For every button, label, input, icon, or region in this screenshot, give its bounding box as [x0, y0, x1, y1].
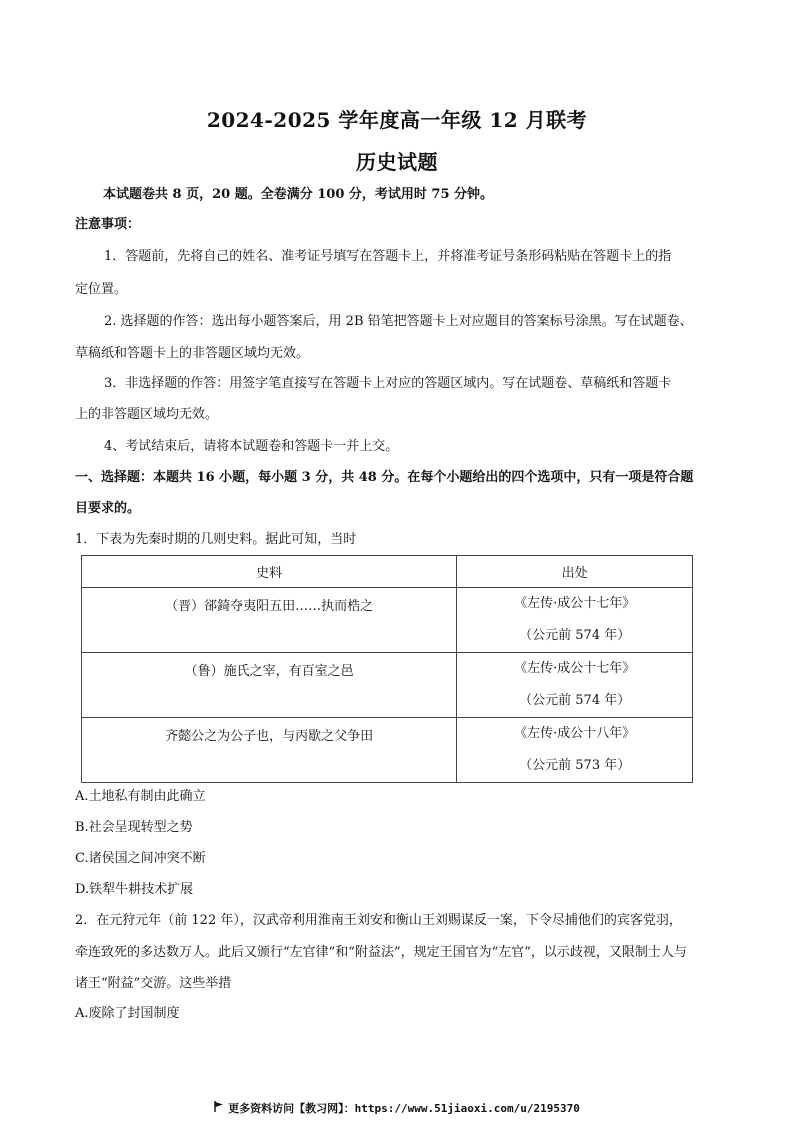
- notice-heading: 注意事项：: [75, 217, 141, 232]
- table-cell-source: （晋）郤錡夺夷阳五田……执而梏之: [165, 598, 374, 614]
- notice-line: 定位置。: [75, 282, 128, 297]
- table-header-row: [82, 556, 693, 588]
- notice-line: 4、考试结束后，请将本试题卷和答题卡一并上交。: [104, 439, 399, 454]
- notice-line: 上的非答题区域均无效。: [75, 407, 219, 422]
- table-cell-year: （公元前 574 年）: [519, 628, 631, 643]
- section-heading: 一、选择题：本题共 16 小题，每小题 3 分，共 48 分。在每个小题给出的四个选项中，只有一项是符合题: [75, 470, 694, 485]
- question-2-line: 2．在元狩元年（前 122 年），汉武帝利用淮南王刘安和衡山王刘赐谋反一案，下令尽捕他们的宾客党羽，: [75, 913, 682, 928]
- question-1-stem: 1．下表为先秦时期的几则史料。据此可知，当时: [75, 532, 357, 547]
- table-cell-year: （公元前 573 年）: [519, 758, 631, 773]
- table-cell-reference: 《左传·成公十七年》: [514, 596, 636, 611]
- exam-intro: 本试题卷共 8 页，20 题。全卷满分 100 分，考试用时 75 分钟。: [103, 187, 494, 202]
- section-heading-cont: 目要求的。: [75, 501, 141, 516]
- option-c: C.诸侯国之间冲突不断: [75, 851, 206, 866]
- table-row: [82, 718, 693, 783]
- question-2-line: 诸王“附益”交游。这些举措: [75, 976, 232, 991]
- notice-line: 3．非选择题的作答：用签字笔直接写在答题卡上对应的答题区域内。写在试题卷、草稿纸和答题卡: [104, 376, 672, 391]
- notice-line: 2. 选择题的作答：选出每小题答案后，用 2B 铅笔把答题卡上对应题目的答案标号涂黑。写在试题卷、: [104, 314, 693, 329]
- table-header-source: 史料: [82, 556, 457, 588]
- option-b: B.社会呈现转型之势: [75, 820, 193, 835]
- table-header-reference: 出处: [457, 556, 693, 588]
- notice-line: 草稿纸和答题卡上的非答题区域均无效。: [75, 346, 310, 361]
- exam-subject: 历史试题: [356, 150, 438, 174]
- footer-text[interactable]: 更多资料访问【教习网】：https://www.51jiaoxi.com/u/2195370: [228, 1102, 580, 1115]
- option-a: A.废除了封国制度: [75, 1006, 180, 1021]
- option-a: A.土地私有制由此确立: [75, 789, 206, 804]
- table-cell-source: 齐懿公之为公子也，与丙歇之父争田: [165, 728, 374, 744]
- table-cell-reference: 《左传·成公十七年》: [514, 661, 636, 676]
- table-row: [82, 588, 693, 653]
- question-2-line: 牵连致死的多达数万人。此后又颁行“左官律”和“附益法”，规定王国官为“左官”，以示歧视，又限制士人与: [75, 945, 687, 960]
- option-d: D.铁犁牛耕技术扩展: [75, 882, 194, 897]
- table-cell-source: （鲁）施氏之宰，有百室之邑: [184, 663, 354, 679]
- notice-line: 1．答题前，先将自己的姓名、准考证号填写在答题卡上，并将准考证号条形码粘贴在答题卡上的指: [104, 249, 672, 264]
- exam-title: 2024-2025 学年度高一年级 12 月联考: [206, 108, 588, 132]
- table-row: [82, 653, 693, 718]
- table-cell-reference: 《左传·成公十八年》: [514, 726, 636, 741]
- flag-icon: [214, 1101, 224, 1115]
- footer-link[interactable]: [0, 1100, 794, 1116]
- table-cell-year: （公元前 574 年）: [519, 693, 631, 708]
- source-table: [81, 555, 693, 783]
